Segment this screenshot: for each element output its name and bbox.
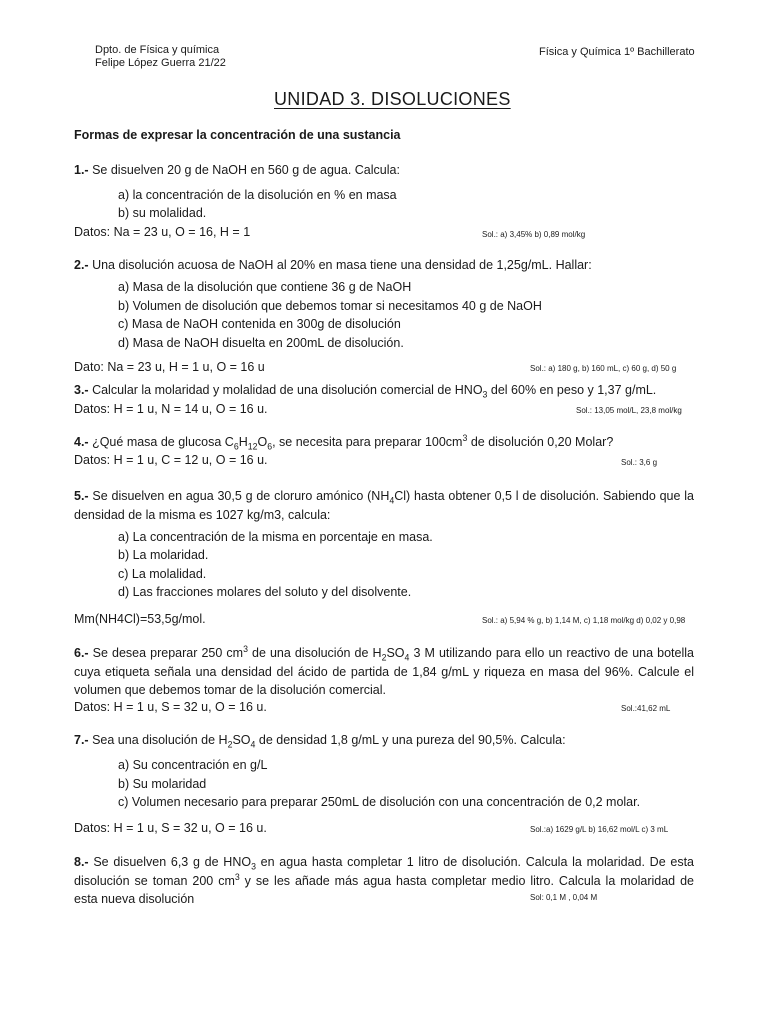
problem-1-data: Datos: Na = 23 u, O = 16, H = 1 (74, 225, 251, 239)
document-title: UNIDAD 3. DISOLUCIONES (274, 89, 511, 109)
header-dept: Dpto. de Física y química (95, 44, 220, 56)
problem-4-solution: Sol.: 3,6 g (621, 458, 658, 467)
problem-5-item-c: c) La molalidad. (118, 567, 207, 581)
problem-2-item-b: b) Volumen de disolución que debemos tomar si necesitamos 40 g de NaOH (118, 299, 542, 313)
problem-1-statement: 1.- Se disuelven 20 g de NaOH en 560 g de agua. Calcula: (74, 163, 400, 177)
problem-2-data: Dato: Na = 23 u, H = 1 u, O = 16 u (74, 360, 265, 374)
problem-7-item-a: a) Su concentración en g/L (118, 758, 268, 772)
problem-6-solution: Sol.:41,62 mL (621, 704, 671, 713)
problem-2-item-d: d) Masa de NaOH disuelta en 200mL de disolución. (118, 336, 404, 350)
problem-2-item-c: c) Masa de NaOH contenida en 300g de disolución (118, 317, 401, 331)
problem-7-item-c: c) Volumen necesario para preparar 250mL de disolución con una concentración de 0,2 molar. (118, 795, 641, 809)
problem-2-solution: Sol.: a) 180 g, b) 160 mL, c) 60 g, d) 50 g (530, 364, 677, 373)
problem-4-statement: 4.- ¿Qué masa de glucosa $C_6H_{12}O_6$, se necesita para preparar $100cm^3$ de disolución 0,20 Molar? (74, 432, 614, 452)
problem-5-item-a: a) La concentración de la misma en porcentaje en masa. (118, 530, 433, 544)
problem-4-data: Datos: H = 1 u, C = 12 u, O = 16 u. (74, 453, 268, 467)
problem-8-solution: Sol: 0,1 M , 0,04 M (530, 893, 598, 902)
problem-5-item-b: b) La molaridad. (118, 548, 209, 562)
header-course: Física y Química 1º Bachillerato (539, 46, 695, 58)
problem-5-statement: 5.- Se disuelven en agua 30,5 g de cloruro amónico $(NH_4Cl)$ hasta obtener 0,5 l de disolución. Sabiendo que la densidad de la misma es 1027 kg/m3, calcula: (74, 489, 694, 522)
problem-2-item-a: a) Masa de la disolución que contiene 36 g de NaOH (118, 280, 412, 294)
problem-6-statement: 6.- Se desea preparar 250 $cm^3$ de una disolución de $H_2SO_4$ 3 M utilizando para ello un reactivo de una botella cuya etiqueta señala una densidad del ácido de partida de 1,84 g/mL y riqueza en masa del 96%. Calcule el volumen que debemos tomar de la disolución comercial. (74, 643, 694, 697)
problem-1-solution: Sol.: a) 3,45% b) 0,89 mol/kg (482, 230, 586, 239)
problem-3-solution: Sol.: 13,05 mol/L, 23,8 mol/kg (576, 406, 682, 415)
problem-1-item-a: a) la concentración de la disolución en % en masa (118, 188, 397, 202)
section-title: Formas de expresar la concentración de una sustancia (74, 128, 401, 142)
problem-5-solution: Sol.: a) 5,94 % g, b) 1,14 M, c) 1,18 mol/kg d) 0,02 y 0,98 (482, 616, 686, 625)
header-author: Felipe López Guerra 21/22 (95, 57, 226, 69)
problem-5-data: Mm(NH4Cl)=53,5g/mol. (74, 612, 206, 626)
problem-6-data: Datos: H = 1 u, S = 32 u, O = 16 u. (74, 700, 267, 714)
problem-5-item-d: d) Las fracciones molares del soluto y del disolvente. (118, 585, 412, 599)
problem-7-statement: 7.- Sea una disolución de $H_2SO_4$ de densidad 1,8 g/mL y una pureza del 90,5%. Calcula: (74, 733, 566, 750)
problem-7-solution: Sol.:a) 1629 g/L b) 16,62 mol/L c) 3 mL (530, 825, 669, 834)
problem-8-statement: 8.- Se disuelven 6,3 g de $HNO_3$ en agua hasta completar 1 litro de disolución. Calcula la molaridad. De esta disolución se toman 200 $cm^3$ y se les añade más agua hasta completar medio litro. Calcula la molaridad de esta nueva disolución (74, 855, 695, 906)
problem-3-statement: 3.- Calcular la molaridad y molalidad de una disolución comercial de $HNO_3$ del 60% en peso y 1,37 g/mL. (74, 383, 657, 400)
problem-7-item-b: b) Su molaridad (118, 777, 207, 791)
problem-7-data: Datos: H = 1 u, S = 32 u, O = 16 u. (74, 821, 267, 835)
problem-1-item-b: b) su molalidad. (118, 206, 207, 220)
problem-2-statement: 2.- Una disolución acuosa de NaOH al 20% en masa tiene una densidad de 1,25g/mL. Hallar: (74, 258, 592, 272)
problem-3-data: Datos: H = 1 u, N = 14 u, O = 16 u. (74, 402, 268, 416)
